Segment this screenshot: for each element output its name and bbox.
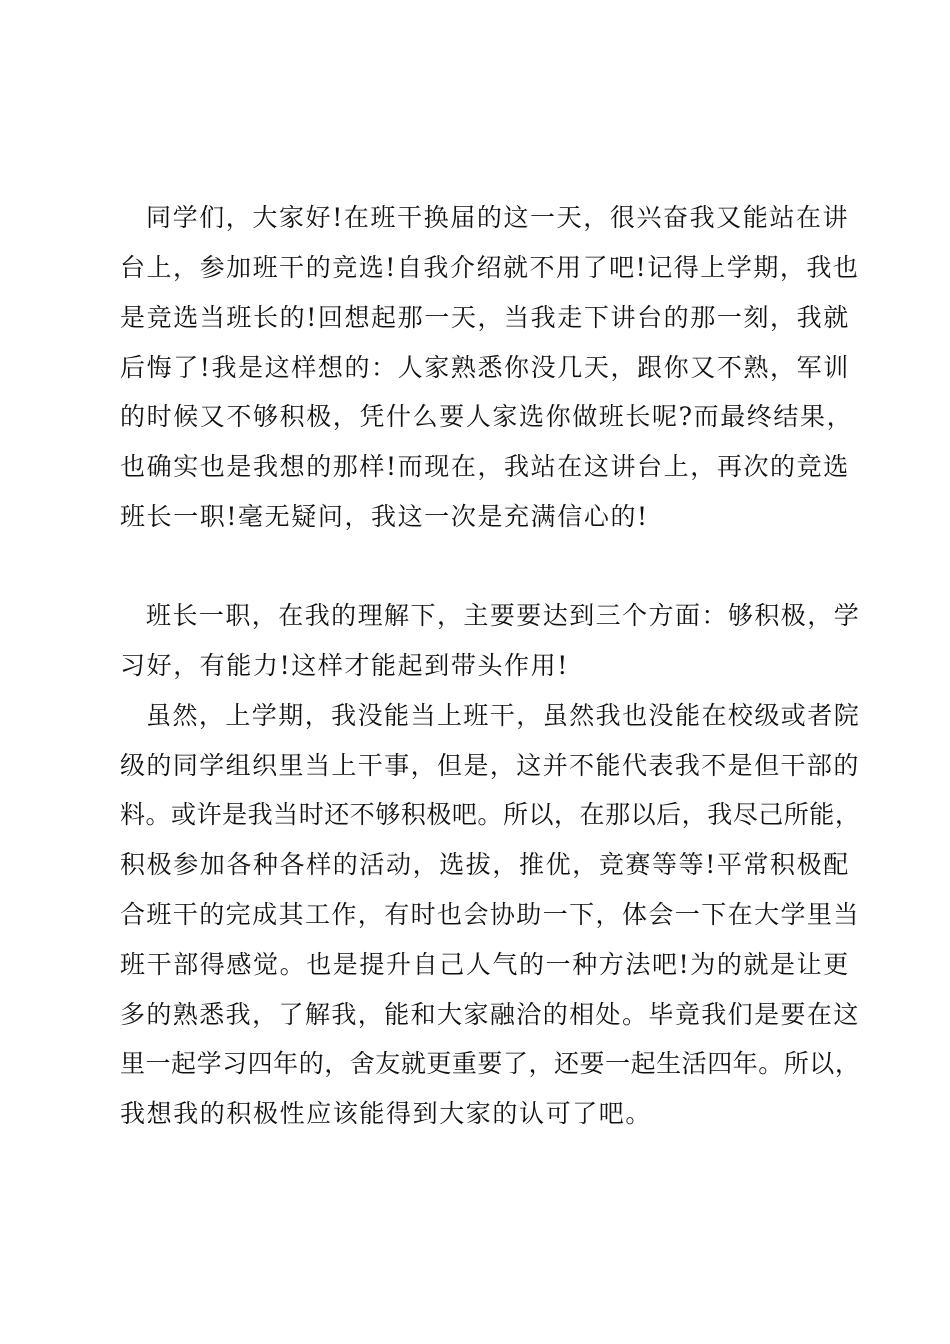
paragraph-line: 多的熟悉我，了解我，能和大家融洽的相处。毕竟我们是要在这	[120, 1000, 860, 1029]
paragraph-line: 的时候又不够积极，凭什么要人家选你做班长呢?而最终结果，	[120, 402, 854, 431]
paragraph-line: 班长一职，在我的理解下，主要要达到三个方面：够积极，学	[146, 601, 861, 630]
paragraph-line: 台上，参加班干的竞选!自我介绍就不用了吧!记得上学期，我也	[120, 253, 860, 282]
paragraph-line: 也确实也是我想的那样!而现在，我站在这讲台上，再次的竞选	[120, 452, 850, 481]
paragraph-line: 同学们，大家好!在班干换届的这一天，很兴奋我又能站在讲	[146, 203, 850, 232]
paragraph-line: 班长一职!毫无疑问，我这一次是充满信心的!	[120, 502, 649, 531]
paragraph-line: 习好，有能力!这样才能起到带头作用!	[120, 651, 569, 680]
paragraph-line: 是竞选当班长的!回想起那一天，当我走下讲台的那一刻，我就	[120, 303, 850, 332]
paragraph-line: 合班干的完成其工作，有时也会协助一下，体会一下在大学里当	[120, 900, 860, 929]
paragraph-line: 后悔了!我是这样想的：人家熟悉你没几天，跟你又不熟，军训	[120, 353, 850, 382]
paragraph-line: 我想我的积极性应该能得到大家的认可了吧。	[120, 1099, 653, 1128]
paragraph-line: 积极参加各种各样的活动，选拔，推优，竞赛等等!平常积极配	[120, 850, 850, 879]
paragraph-line: 料。或许是我当时还不够积极吧。所以，在那以后，我尽己所能，	[120, 800, 861, 829]
paragraph-line: 级的同学组织里当上干事，但是，这并不能代表我不是但干部的	[120, 751, 860, 780]
paragraph-line: 里一起学习四年的，舍友就更重要了，还要一起生活四年。所以，	[120, 1049, 861, 1078]
paragraph-line: 虽然，上学期，我没能当上班干，虽然我也没能在校级或者院	[146, 701, 861, 730]
paragraph-line: 班干部得感觉。也是提升自己人气的一种方法吧!为的就是让更	[120, 950, 850, 979]
